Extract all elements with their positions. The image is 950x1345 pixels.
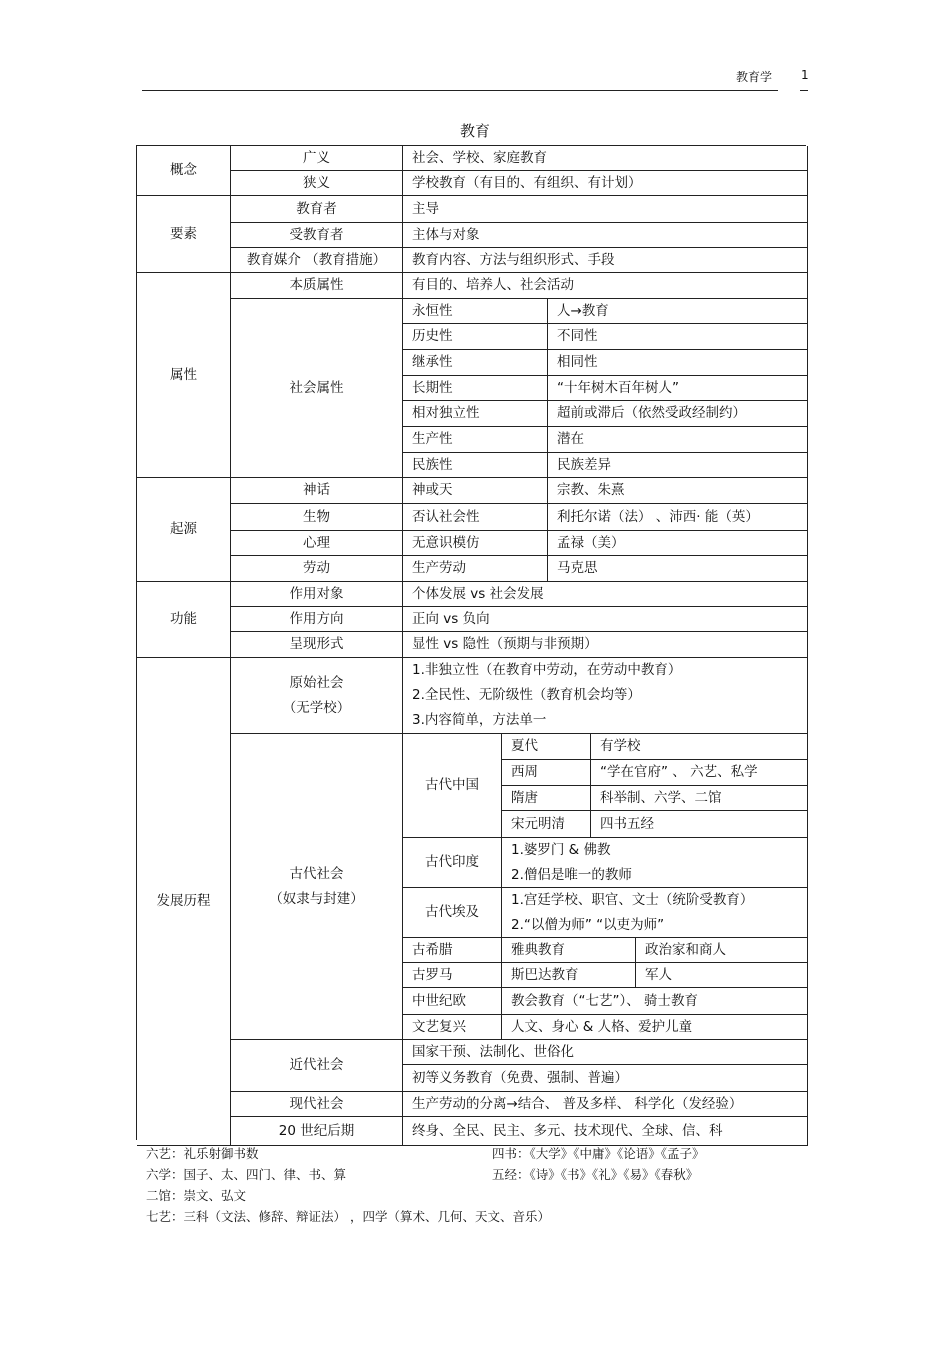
- list-item: 2.“以僧为师” “以吏为师”: [511, 916, 665, 933]
- section-function: 功能: [137, 582, 231, 658]
- dynasty-desc: “学在官府” 、 六艺、私学: [591, 760, 808, 786]
- desc-cell: 显性 vs 隐性（预期与非预期）: [403, 632, 808, 658]
- origin-people: 利托尔诺（法） 、沛西· 能（英）: [548, 504, 808, 531]
- desc-cell: 个体发展 vs 社会发展: [403, 582, 808, 607]
- edu-type: 雅典教育: [502, 938, 636, 963]
- medieval-desc: 教会教育（“七艺”）、 骑士教育: [502, 988, 808, 1015]
- region-egypt: 古代埃及: [403, 888, 502, 938]
- term-cell: 心理: [231, 531, 403, 556]
- section-history: 发展历程: [137, 658, 231, 1146]
- era-late-20th: 20 世纪后期: [231, 1117, 403, 1146]
- section-concept: 概念: [137, 146, 231, 196]
- attr-desc: 超前或滞后（依然受政经制约）: [548, 401, 808, 427]
- dynasty-desc: 四书五经: [591, 811, 808, 838]
- note-qiyi: 七艺：三科（文法、修辞、辩证法） ，四学（算术、几何、天文、音乐）: [146, 1209, 550, 1224]
- era-ancient: [231, 734, 403, 1040]
- list-item: 3.内容简单，方法单一: [412, 712, 547, 728]
- desc-cell: 有目的、培养人、社会活动: [403, 273, 808, 299]
- dynasty-name: 西周: [502, 760, 591, 786]
- era-contemporary: 现代社会: [231, 1092, 403, 1117]
- origin-idea: 否认社会性: [403, 504, 548, 531]
- term-cell: 作用方向: [231, 607, 403, 632]
- attr-desc: 不同性: [548, 324, 808, 350]
- attr-name: 继承性: [403, 350, 548, 376]
- term-cell: 教育者: [231, 196, 403, 223]
- list-item: 1.婆罗门 & 佛教: [511, 841, 611, 858]
- list-item: 1.非独立性（在教育中劳动，在劳动中教育）: [412, 662, 682, 678]
- note-liuxue: 六学：国子、太、四门、律、书、算: [146, 1167, 347, 1182]
- term-cell: 劳动: [231, 556, 403, 582]
- attr-desc: 民族差异: [548, 453, 808, 478]
- attr-name: 长期性: [403, 376, 548, 401]
- note-liuyi: 六艺：礼乐射御书数: [146, 1146, 259, 1161]
- header-rule: [142, 90, 778, 91]
- origin-idea: 生产劳动: [403, 556, 548, 582]
- desc-cell: 主导: [403, 196, 808, 223]
- page-number: 1: [801, 68, 809, 82]
- era-modern: 近代社会: [231, 1040, 403, 1092]
- dynasty-desc: 科举制、六学、二馆: [591, 786, 808, 811]
- attr-name: 民族性: [403, 453, 548, 478]
- header-rule-short: [800, 90, 808, 91]
- section-origin: 起源: [137, 478, 231, 582]
- dynasty-name: 隋唐: [502, 786, 591, 811]
- era-name: 古代社会: [289, 865, 344, 882]
- india-points: [502, 838, 808, 888]
- edu-goal: 政治家和商人: [636, 938, 808, 963]
- region-renaissance: 文艺复兴: [403, 1015, 502, 1040]
- desc-cell: 主体与对象: [403, 223, 808, 248]
- desc-cell: 教育内容、方法与组织形式、手段: [403, 248, 808, 273]
- region-medieval: 中世纪欧: [403, 988, 502, 1015]
- note-wujing: 五经：《诗》《书》《礼》《易》《春秋》: [492, 1167, 699, 1182]
- origin-idea: 神或天: [403, 478, 548, 504]
- edu-type: 斯巴达教育: [502, 963, 636, 988]
- attr-name: 相对独立性: [403, 401, 548, 427]
- list-item: 2.全民性、无阶级性（教育机会均等）: [412, 687, 641, 703]
- primitive-points: [403, 658, 808, 734]
- dynasty-desc: 有学校: [591, 734, 808, 760]
- education-table: [136, 145, 806, 1140]
- desc-cell: 初等义务教育（免费、强制、普遍）: [403, 1065, 808, 1092]
- era-sub: （无学校）: [282, 699, 351, 716]
- origin-people: 宗教、朱熹: [548, 478, 808, 504]
- list-item: 1.宫廷学校、职官、文士（统阶受教育）: [511, 891, 754, 908]
- term-cell: 教育媒介 （教育措施）: [231, 248, 403, 273]
- desc-cell: 学校教育（有目的、有组织、有计划）: [403, 171, 808, 196]
- desc-cell: 社会、学校、家庭教育: [403, 146, 808, 171]
- term-cell: 受教育者: [231, 223, 403, 248]
- term-cell: 本质属性: [231, 273, 403, 299]
- term-cell: 神话: [231, 478, 403, 504]
- era-sub: （奴隶与封建）: [269, 890, 364, 907]
- term-cell: 广义: [231, 146, 403, 171]
- header-title: 教育学: [736, 70, 773, 84]
- desc-cell: 终身、全民、民主、多元、技术现代、全球、信、科: [403, 1117, 808, 1146]
- era-name: 原始社会: [289, 674, 344, 691]
- region-greece: 古希腊: [403, 938, 502, 963]
- term-cell: 社会属性: [231, 299, 403, 478]
- list-item: 2.僧侣是唯一的教师: [511, 866, 632, 883]
- region-rome: 古罗马: [403, 963, 502, 988]
- era-primitive: [231, 658, 403, 734]
- desc-cell: 生产劳动的分离→结合、 普及多样、 科学化（发经验）: [403, 1092, 808, 1117]
- section-attributes: 属性: [137, 273, 231, 478]
- term-cell: 作用对象: [231, 582, 403, 607]
- term-cell: 狭义: [231, 171, 403, 196]
- term-cell: 呈现形式: [231, 632, 403, 658]
- note-sishu: 四书：《大学》《中庸》《论语》《孟子》: [492, 1146, 705, 1161]
- term-cell: 生物: [231, 504, 403, 531]
- section-elements: 要素: [137, 196, 231, 273]
- attr-name: 历史性: [403, 324, 548, 350]
- renaissance-desc: 人文、身心 & 人格、爱护儿童: [502, 1015, 808, 1040]
- note-erguan: 二馆：崇文、弘文: [146, 1188, 247, 1203]
- egypt-points: [502, 888, 808, 938]
- edu-goal: 军人: [636, 963, 808, 988]
- region-india: 古代印度: [403, 838, 502, 888]
- origin-idea: 无意识模仿: [403, 531, 548, 556]
- origin-people: 孟禄（美）: [548, 531, 808, 556]
- desc-cell: 正向 vs 负向: [403, 607, 808, 632]
- desc-cell: 国家干预、法制化、世俗化: [403, 1040, 808, 1065]
- region-china: 古代中国: [403, 734, 502, 838]
- attr-name: 永恒性: [403, 299, 548, 324]
- attr-desc: “十年树木百年树人”: [548, 376, 808, 401]
- dynasty-name: 宋元明清: [502, 811, 591, 838]
- attr-desc: 人→教育: [548, 299, 808, 324]
- attr-desc: 潜在: [548, 427, 808, 453]
- attr-name: 生产性: [403, 427, 548, 453]
- attr-desc: 相同性: [548, 350, 808, 376]
- document-title: 教育: [459, 122, 490, 140]
- dynasty-name: 夏代: [502, 734, 591, 760]
- origin-people: 马克思: [548, 556, 808, 582]
